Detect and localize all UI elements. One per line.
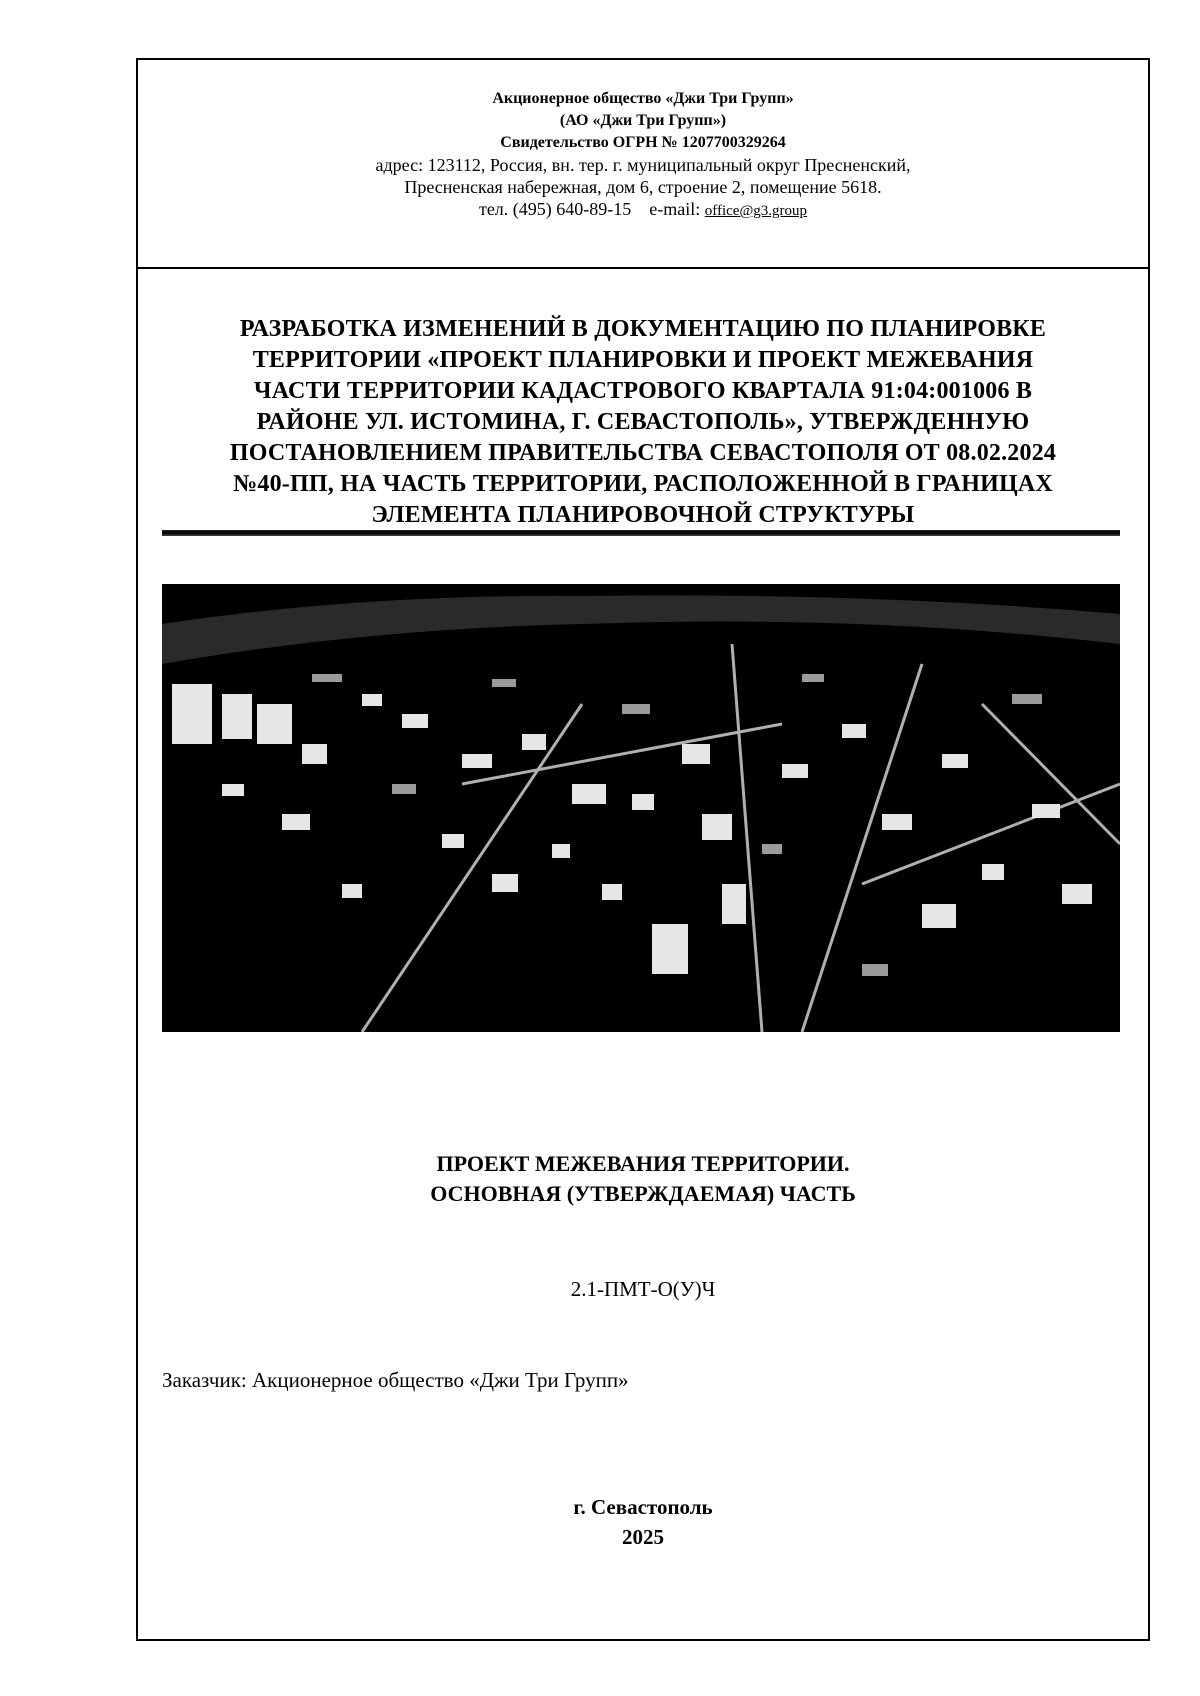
page-frame bbox=[136, 58, 1150, 1641]
company-name: Акционерное общество «Джи Три Групп» bbox=[492, 90, 794, 107]
company-phone: тел. (495) 640-89-15 bbox=[478, 199, 632, 219]
customer-line: Заказчик: Акционерное общество «Джи Три Групп» bbox=[162, 1368, 629, 1392]
section-title bbox=[138, 1149, 1148, 1209]
aerial-photo bbox=[162, 584, 1120, 1032]
section-title-line-1: ПРОЕКТ МЕЖЕВАНИЯ ТЕРРИТОРИИ. bbox=[436, 1151, 850, 1176]
document-title bbox=[138, 314, 1148, 531]
title-line: ТЕРРИТОРИИ «ПРОЕКТ ПЛАНИРОВКИ И ПРОЕКТ МЕЖЕВАНИЯ bbox=[252, 347, 1034, 373]
aerial-photo-graphic bbox=[162, 584, 1120, 1032]
city: г. Севастополь bbox=[573, 1495, 713, 1519]
company-contacts bbox=[138, 198, 1148, 222]
title-divider bbox=[162, 530, 1120, 536]
year: 2025 bbox=[622, 1525, 664, 1549]
title-line: РАЗРАБОТКА ИЗМЕНЕНИЙ В ДОКУМЕНТАЦИЮ ПО ПЛАНИРОВКЕ bbox=[239, 316, 1047, 342]
title-line: ПОСТАНОВЛЕНИЕМ ПРАВИТЕЛЬСТВА СЕВАСТОПОЛЯ ОТ 08.02.2024 bbox=[229, 440, 1057, 466]
company-header bbox=[138, 60, 1148, 269]
document-code: 2.1-ПМТ-О(У)Ч bbox=[570, 1277, 716, 1301]
company-certificate: Свидетельство ОГРН № 1207700329264 bbox=[500, 134, 786, 151]
title-line: ЭЛЕМЕНТА ПЛАНИРОВОЧНОЙ СТРУКТУРЫ bbox=[371, 502, 915, 528]
company-address-line-2: Пресненская набережная, дом 6, строение 2, помещение 5618. bbox=[404, 177, 882, 197]
title-line: РАЙОНЕ УЛ. ИСТОМИНА, Г. СЕВАСТОПОЛЬ», УТВЕРЖДЕННУЮ bbox=[256, 409, 1030, 435]
email-label: e-mail: bbox=[649, 199, 701, 219]
company-address-line-1: адрес: 123112, Россия, вн. тер. г. муниципальный округ Пресненский, bbox=[375, 155, 911, 175]
title-line: №40-ПП, НА ЧАСТЬ ТЕРРИТОРИИ, РАСПОЛОЖЕННОЙ В ГРАНИЦАХ bbox=[233, 471, 1053, 497]
company-email-link[interactable]: office@g3.group bbox=[704, 203, 808, 219]
title-line: ЧАСТИ ТЕРРИТОРИИ КАДАСТРОВОГО КВАРТАЛА 91:04:001006 В bbox=[253, 378, 1033, 404]
section-title-line-2: ОСНОВНАЯ (УТВЕРЖДАЕМАЯ) ЧАСТЬ bbox=[430, 1181, 856, 1206]
place-and-year bbox=[138, 1492, 1148, 1552]
company-short-name: (АО «Джи Три Групп») bbox=[559, 112, 727, 129]
